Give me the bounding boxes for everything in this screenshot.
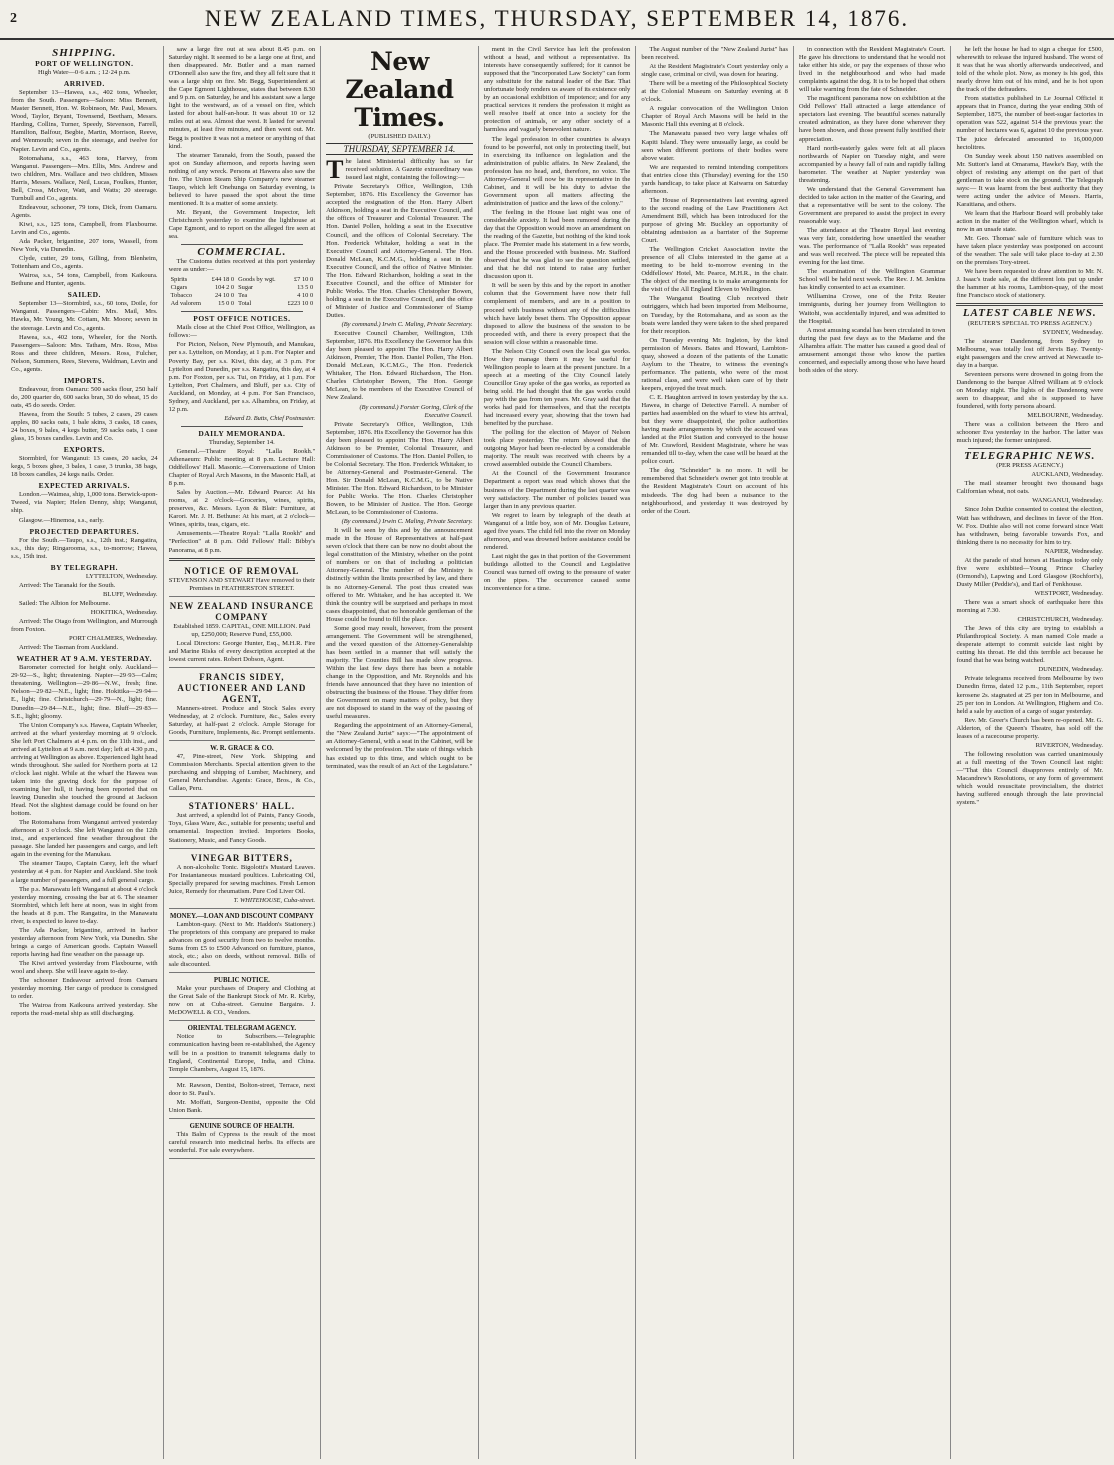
hokitika-text: Arrived: The Otago from Wellington, and Murrough from Foxton. xyxy=(11,618,158,634)
news-item: The examination of the Wellington Grammar School will be held next week. The Rev. J. M. Jenkins has kindly consented to act as examiner. xyxy=(798,268,946,292)
dateline: AUCKLAND, Wednesday. xyxy=(1031,471,1104,479)
post-text: For Picton, Nelson, New Plymouth, and Manukau, per s.s. Lyttelton, on Monday, at 1 p.m. For Napier and Poverty Bay, per s.s. Kiwi, this day, at 3 p.m. For Lyttelton and Dunedin, per s.s. Rangatira, this day, at 4 p.m. For Foxton, per s.s. Tui, on Friday, at 1 p.m. For Lyttelton, Port Chalmers, and Bluff, per s.s. City of Auckland, on Monday, at 4 p.m. For San Francisco, Sydney, and Auckland, per s.s. Alhambra, on Friday, at 12 p.m. xyxy=(168,341,316,413)
news-item: Hard north-easterly gales were felt at all places northwards of Napier on Tuesday night, and were accompanied by a heavy fall of rain and rapidly falling barometer. The weather at Napier yesterday was threatening. xyxy=(798,144,946,184)
advert-stationers: STATIONERS' HALL. Just arrived, a splendid lot of Paints, Fancy Goods, Toys, Glass Ware, &c., suitable for presents; useful and ornamental. Inspection invited. Importers Books, Stationery, Music, and Fancy Goods. xyxy=(169,799,316,848)
leader-intro: he latest Ministerial difficulty has so far received solution. A Gazette extraordinary was issued last night, containing the following:— xyxy=(345,158,473,182)
sailed-text: September 13—Stormbird, s.s., 60 tons, Doile, for Wanganui. Passengers—Cabin: Mrs. Mail, Mrs. Hawks, Mr. Young, Mr. Cottam, Mr. Moore; seven in the steerage. Levin and Co., agents. xyxy=(11,300,158,332)
gazette-signature: (By command.) Irwin C. Maling, Private Secretary. xyxy=(341,518,473,526)
leader-body: Regarding the appointment of an Attorney-General, the "New Zealand Jurist" says:—"The appointment of an Attorney-General, with a seat in the Cabinet, will be welcomed by the profession. The state of things which has existed up to this time, and which ought to be terminated, was the result of an Act of the Legislature." xyxy=(326,722,473,770)
cable-news-heading: LATEST CABLE NEWS. xyxy=(962,307,1097,320)
table-row: Tobacco 24 10 0 Tea 4 10 0 xyxy=(170,292,314,300)
telegraph-item: Private telegrams received from Melbourne by two Dunedin firms, dated 12 p.m., 11th September, report kerosene 2s. stagnated at 25 per ton in Melbourne, and 25 per ton in London. At Wellington, Highem and Co. held a sale by auction of a cargo of sugar yesterday. xyxy=(956,675,1104,715)
newspaper-columns xyxy=(6,46,1108,1459)
dateline: RIVERTON, Wednesday. xyxy=(1035,741,1104,749)
article-paragraph: It will be seen by this and by the report in another column that the Government have now their full complement of members, and are in a position to proceed with business without any of the difficulties which have lately beset them. The Opposition appear disposed to allow the business of the session to be proceeded with, and there is every prospect that the session will close within a reasonable time. xyxy=(483,282,631,346)
article-paragraph: The feeling in the House last night was one of considerable anxiety. It had been rumored during the day that the Opposition would move an amendment on the reading of the Gazette, but nothing of the kind took place. The Premier made his statement in a few words, and the House proceeded with business. Mr. Stafford observed that he was glad to see the question settled, and that he did not intend to raise any further discussion upon it. xyxy=(483,208,631,281)
arrived-title: ARRIVED. xyxy=(63,79,105,89)
table-row: Ad valorem 15 0 0 Total £223 10 0 xyxy=(170,300,314,308)
news-item: A most amusing scandal has been circulated in town during the past few days as to the Madame and the Alhambra affair. The matter has caused a good deal of amusement amongst those who know the parties concerned, and especially among those who have heard both sides of the story. xyxy=(798,326,946,374)
column-leader-continued xyxy=(479,46,637,1459)
published-daily: (PUBLISHED DAILY.) xyxy=(368,133,431,140)
fire-report: The steamer Taranaki, from the South, passed the spot on Sunday afternoon, and reports having seen nothing of any wreck. Persons at Hawera also saw the fire. The Union Steam Ship Company's new steamer Taupo, which left Onehunga on Saturday evening, is believed to have passed the spot about the time mentioned. It is a matter of some anxiety. xyxy=(168,151,316,207)
cable-item: There was a collision between the Hero and schooner Eva yesterday in the harbor. The latter was much injured; the former uninjured. xyxy=(956,421,1104,445)
dateline: MELBOURNE, Wednesday. xyxy=(1027,412,1104,420)
cable-subheading: (REUTER'S SPECIAL TO PRESS AGENCY.) xyxy=(967,319,1092,327)
column-shipping xyxy=(6,46,164,1459)
weather-title: WEATHER AT 9 A.M. YESTERDAY. xyxy=(16,654,153,664)
advert-grace: W. R. GRACE & CO. 47, Pine-street, New York. Shipping and Commission Merchants. Special attention given to the purchasing and shipping of Lumber, Machinery, and General Merchandise. Agents: Grace, Bros., & Co., Callao, Peru. xyxy=(169,743,316,797)
arrived-text: Rotomahana, s.s., 463 tons, Harvey, from Wanganui. Passengers—Mrs. Ellis, Mrs. Andrew and two children, Mrs. Wallace and two children, Misses Harris, Messrs. Wallace, Neil, Lucas, Foulkes, Hunter, Bell, Cross, McIvor, Watt, and Watts; 20 steerage. Turnbull and Co., agents. xyxy=(11,154,158,202)
masthead xyxy=(0,0,1114,40)
high-water: High Water—0·6 a.m. ; 12·24 p.m. xyxy=(38,69,131,77)
divider xyxy=(181,311,304,312)
fire-report: saw a large fire out at sea about 8.45 p.m. on Saturday night. It seemed to be a large one at first, and then disappeared. Mr. Butler and a man named O'Donnell also saw the fire, and they all felt sure that it was a large ship on fire. Mr. Begg, Superintendent at the Cape Egmont Lighthouse, states that between 8.30 and 9 p.m. on Saturday, he and his assistant saw a large light to the westward, as of a vessel on fire, which lasted for about half-an-hour. It was about 10 or 12 miles out at sea. Almost due west. It lasted for several minutes, at least five minutes, and then went out. Mr. Begg is positive it was not a meteor or anything of that kind. xyxy=(168,46,316,150)
gazette-notice: Private Secretary's Office, Wellington, 13th September, 1876. His Excellency the Governor has accepted the resignation of the Hon. Harry Albert Atkinson, holding a seat in the Executive Council, and the offices of Treasurer and Colonial Treasurer. The Hon. Daniel Pollen, holding a seat in the Executive Council, and the offices of Colonial Secretary. The Hon. Frederick Whitaker, holding a seat in the Executive Council and Attorney-General. The Hon. Donald McLean, K.C.M.G., holding a seat in the Executive Council, and the office of Native Minister. The Hon. Edward Richardson, holding a seat in the Executive Council, and the office of Minister for Public Works. The Hon. Charles Christopher Bowen, holding a seat in the Executive Council, and the office of Minister of Justice and Commissioner of Stamp Duties. xyxy=(326,183,473,319)
news-item: There will be a meeting of the Philosophical Society at the Colonial Museum on Saturday evening at 8 o'clock. xyxy=(641,80,788,104)
telegraph-item: The mail steamer brought two thousand bags Californian wheat, not oats. xyxy=(956,480,1104,496)
shipping-news: The steamer Taupo, Captain Carey, left the wharf yesterday at 4 p.m. for Napier and Auckland. She took a large number of passengers, and a full general cargo. xyxy=(11,860,158,884)
telegraphic-news-heading: TELEGRAPHIC NEWS. xyxy=(964,450,1096,463)
news-item: The August number of the "New Zealand Jurist" has been received. xyxy=(641,46,788,62)
news-item: On Tuesday evening Mr. Ingleton, by the kind permission of Messrs. Bates and Howard, Lambton-quay, showed a dozen of the patients of the Lunatic Asylum to the Theatre, to witness the evening's performance. The patients, who were of the most rational class, and were well taken care of by their keepers, enjoyed the treat much. xyxy=(641,336,788,392)
intercolonial-text: Glasgow.—Hinemoa, s.s., early. xyxy=(19,516,104,524)
bluff-text: Sailed: The Albion for Melbourne. xyxy=(19,599,111,607)
imports-text: Endeavour, from Oamaru: 500 sacks flour, 250 half do, 200 quarter do, 600 sacks bran, 30 do wheat, 15 do oats, 45 do seeds. Order. xyxy=(11,385,158,409)
gazette-notice: Executive Council Chamber, Wellington, 13th September, 1876. His Excellency the Governor has this day been pleased to appoint The Hon. Harry Albert Atkinson, Premier, The Hon. Daniel Pollen, The Hon. Donald McLean, K.C.M.G., The Hon. Frederick Whitaker, The Hon. Edward Richardson, The Hon. Charles Christopher Bowen, The Hon. George McLean, to be members of the Executive Council of New Zealand. xyxy=(326,330,473,402)
news-item: he left the house he had to sign a cheque for £500, wherewith to release the injured husband. The worst of it was that he was shortly afterwards undeceived, and told of the whole plot. Now, as money is his god, this nearly drove him out of his mind, and he is hot upon the track of the defrauders. xyxy=(956,46,1104,94)
article-paragraph: The legal profession in other countries is always found to be powerful, not only in protecting itself, but in exercising its influence on legislation and the administration of public affairs. In New Zealand, the profession has no head, and, therefore, no voice. The Attorney-General will now be its representative in the Cabinet, and it will be his duty to advise the Government upon all matters affecting the administration of justice and the laws of the colony." xyxy=(483,135,631,207)
shipping-heading: SHIPPING. xyxy=(52,47,117,59)
gazette-notice: Private Secretary's Office, Wellington, 13th September, 1876. His Excellency the Governor has this day been pleased to appoint The Hon. Harry Albert Atkinson to be Premier, Colonial Treasurer, and Commissioner of Customs. The Hon. Daniel Pollen, to be Colonial Secretary. The Hon. Frederick Whitaker, to be Attorney-General and Postmaster-General. The Hon. Sir Donald McLean, K.C.M.G., to be Native Minister. The Hon. Edward Richardson, to be Minister for Public Works. The Hon. Charles Christopher Bowen, to be Minister of Justice. The Hon. George McLean, to be Commissioner of Customs. xyxy=(326,420,473,517)
memoranda-date: Thursday, September 14. xyxy=(208,438,275,446)
dateline: WANGANUI, Wednesday. xyxy=(1032,497,1104,505)
dateline: WESTPORT, Wednesday. xyxy=(1034,589,1104,597)
dateline: DUNEDIN, Wednesday. xyxy=(1038,666,1104,674)
page-number: 2 xyxy=(10,11,17,26)
news-item: From statistics published in Le Journal Officiel it appears that in France, during the year ending 30th of September, 1875, the number of beet-sugar factories in operation was 522, against 514 the previous year: the number of hectares was 6, against 10 the previous year. The juice defecated amounted to 16,000,000 hectolitres. xyxy=(956,95,1104,151)
divider xyxy=(968,448,1091,449)
divider xyxy=(956,303,1103,306)
bluff-place: BLUFF, Wednesday. xyxy=(102,590,158,598)
news-item: C. E. Haughton arrived in town yesterday by the s.s. Hawea, in charge of Detective Farrell. A number of parties had assembled on the wharf to view his arrival, but they were disappointed, the police authorities having made arrangements by which the accused was landed at the Pilot Station and conveyed to the house of Mr. Crawford, Resident Magistrate, where he was remanded till to-day, when the case will be heard at the police court. xyxy=(641,393,788,466)
divider xyxy=(181,426,304,427)
telegraph-text: Arrived: The Taranaki for the South. xyxy=(19,581,116,589)
arrived-text: September 13—Hawea, s.s., 402 tons, Wheeler, from the South. Passengers—Saloon: Miss Bennett, Master Bennett, Hon. W. Robinson, Mr. Paul, Messrs. Wood, Taylor, Bryant, Townsend, Beetham, Messrs. Harding, Collins, Turner, Speedy, Stevenson, Farrell, Hamilton, Balfour, Begbie, Martin, Morrison, Reeve, and Wenmouth; seven in the steerage, and twelve for Napier. Levin and Co., agents. xyxy=(11,89,158,153)
port-chalmers-text: Arrived: The Tasman from Auckland. xyxy=(19,644,119,652)
gazette-signature: (By command.) Irwin C. Maling, Private Secretary. xyxy=(341,321,473,329)
post-intro: Mails close at the Chief Post Office, Wellington, as follows:— xyxy=(168,324,316,340)
news-item: We have been requested to draw attention to Mr. N. J. Isaac's trade sale, at the different lots put up under the hammer at his rooms, Lambton-quay, of the most fine Francisco stock of stationery. xyxy=(956,268,1104,300)
telegraph-item: There was a smart shock of earthquake here this morning at 7.30. xyxy=(956,599,1104,615)
cable-item: The steamer Dandenong, from Sydney to Melbourne, was totally lost off Jervis Bay. Twenty-eight passengers and the crew arrived at Newcastle to-day in a barque. xyxy=(956,337,1104,369)
shipping-news: The schooner Endeavour arrived from Oamaru yesterday morning. Her cargo of produce is consigned to order. xyxy=(11,977,158,1001)
column-leader xyxy=(321,46,479,1459)
memoranda-sales: Sales by Auction.—Mr. Edward Pearce: At his rooms, at 2 o'clock—Groceries, wines, spirits, preserves, &c. Messrs. Lyon & Blair: Furniture, at Karori. Mr. J. H. Bethune: At his mart, at 2 o'clock—Wines, spirits, teas, cigars, etc. xyxy=(168,489,316,529)
arrived-text: Clyde, cutter, 29 tons, Gilling, from Blenheim, Tottenham and Co., agents. xyxy=(11,255,158,271)
dateline: NAPIER, Wednesday. xyxy=(1044,547,1104,555)
expected-text: London.—Waimea, ship, 1,000 tons. Berwick-upon-Tweed, via Napier; Helen Denny, ship; Wanganui, ship. xyxy=(11,491,158,515)
shipping-news: The Wairoa from Kaikoura arrived yesterday. She reports the road-metal ship as still discharging. xyxy=(11,1002,158,1018)
news-item: At the Resident Magistrate's Court yesterday only a single case, criminal or civil, was down for hearing. xyxy=(641,63,788,79)
projected-title: PROJECTED DEPARTURES. xyxy=(29,526,140,536)
advert-auctioneer: FRANCIS SIDEY, AUCTIONEER AND LAND AGENT, Manners-street. Produce and Stock Sales every Wednesday, at 2 o'clock. Furniture, &c., Sales every Saturday, at half-past 2 o'clock. Ample Storage for Goods, Furniture, Implements, &c. Prompt settlements. xyxy=(169,670,316,741)
arrived-text: Endeavour, schooner, 79 tons, Dick, from Oamaru. Agents. xyxy=(11,203,158,219)
advert-removal: NOTICE OF REMOVAL STEVENSON AND STEWART Have removed to their Premises in FEATHERSTON STREET. xyxy=(169,564,316,597)
shipping-news: The p.s. Manawatu left Wanganui at about 4 o'clock yesterday morning, crossing the bar at 6. The steamer Stormbird, which left here at noon, was in sight from the heads at 8 p.m. The Rangatira, in the Manawatu river, is expected to leave to-day. xyxy=(11,885,158,925)
news-item: We understand that the General Government has decided to take action in the matter of the Gearing, and that a representative will be sent to the colony. The Government are prepared to assist the project in every reasonable way. xyxy=(798,185,946,225)
paper-title: New Zealand Times. xyxy=(345,47,454,132)
article-paragraph: At the Council of the Government Insurance Department a report was read which shows that the business of the Department during the last quarter was very satisfactory. The number of policies issued was larger than in any previous quarter. xyxy=(483,470,631,510)
dateline: CHRISTCHURCH, Wednesday. xyxy=(1017,616,1104,624)
telegraphic-subheading: (PER PRESS AGENCY.) xyxy=(996,462,1064,470)
telegraph-place: LYTTELTON, Wednesday. xyxy=(85,572,158,580)
memoranda-title: DAILY MEMORANDA. xyxy=(198,428,286,438)
by-telegraph-title: BY TELEGRAPH. xyxy=(50,562,118,572)
article-paragraph: We regret to learn by telegraph of the death at Wanganui of a little boy, son of Mr. Douglas Leisure, aged five years. The child fell into the river on Monday afternoon, and was drowned before assistance could be rendered. xyxy=(483,511,631,551)
leader-body: It will be seen by this and by the announcement made in the House of Representatives at half-past seven o'clock that there can be now no doubt about the legal constitution of the Ministry, whether on the point of numbers or on that of including a politician Attorney-General. The number of the Ministry is distinctly within the limits prescribed by law, and there is no Attorney-General. The post thus created was offered to Mr. Whitaker, and he has accepted it. We think the country will be surprised and perhaps in most cases disappointed, that no honorable gentleman of the House could be found to fill the place. xyxy=(326,527,473,623)
news-item: The Manawatu passed two very large whales off Kapiti Island. They were unusually large, as could be seen when different portions of their bodies were above water. xyxy=(641,130,788,162)
drop-cap: T xyxy=(326,155,344,185)
telegraph-item: Since John Duthie consented to contest the election, Watt has withdrawn, and declines in favor of the Hon. W. Fox. Duthie also will not come forward since Watt has withdrawn, being favorable towards Fox, and thinking there is no necessity for him to try. xyxy=(956,506,1104,546)
imports-title: IMPORTS. xyxy=(63,375,105,385)
advert-vinegar: VINEGAR BITTERS, A non-alcoholic Tonic. Bigolotti's Mustard Leaves. For Instantaneous mustard poultices. Lubricating Oil, Specially prepared for sewing machines. Fresh Lemon Juice, Remedy for rheumatism. Pure Cod Liver Oil. T. WHITEHOUSE, Cuba-street. xyxy=(169,851,316,909)
leader-body: Some good may result, however, from the present arrangement. The Government will be strengthened, and the vexed question of the Attorney-Generalship has been settled in a manner that will satisfy the majority. The Counties Bill has made slow progress. Within the last few days there has been a notable change in the Opposition, and Mr. Reynolds and his friends have announced that they have no intention of obstructing the business of the House. They differ from the Government on many matters of policy, but they are not disposed to stand in the way of the passing of useful measures. xyxy=(326,624,473,721)
news-item: The magnificent panorama now on exhibition at the Odd Fellows' Hall attracted a large attendance of spectators last evening. The beautiful scenes naturally created admiration, as they have done wherever they have been shown, and those present fully testified their appreciation. xyxy=(798,95,946,143)
news-item: The House of Representatives last evening agreed to the second reading of the Law Practitioners Act Amendment Bill, which has been introduced for the purpose of giving Mr. Buckley an opportunity of obtaining admission as a barrister of the Supreme Court. xyxy=(641,196,788,245)
gazette-signature: (By command.) Forster Goring, Clerk of the Executive Council. xyxy=(359,403,473,419)
advert-health: GENUINE SOURCE OF HEALTH. This Balm of Cypress is the result of the most careful research into medicinal herbs. Its effects are wonderful. For sale everywhere. xyxy=(169,1121,316,1159)
arrived-text: Kiwi, s.s., 125 tons, Campbell, from Flaxbourne. Levin and Co., agents. xyxy=(11,220,158,236)
table-row: Cigars 104 2 0 Sugar 13 5 0 xyxy=(170,284,314,292)
shipping-news: The Kiwi arrived yesterday from Flaxbourne, with wool and sheep. She will leave again to-day. xyxy=(11,959,158,976)
advert-dentist: Mr. Rawson, Dentist, Bolton-street, Terrace, next door to St. Paul's. Mr. Moffatt, Surgeon-Dentist, opposite the Old Union Bank. xyxy=(169,1080,316,1119)
advert-telegram: ORIENTAL TELEGRAM AGENCY. Notice to Subscribers.—Telegraphic communication having been re-established, the Agency will be in a position to transmit telegrams daily to England, Continental Europe, India, and China. Temple Chambers, August 15, 1876. xyxy=(169,1023,316,1077)
sailed-title: SAILED. xyxy=(67,290,101,300)
weather-text: Barometer corrected for height only. Auckland—29·92—S., light; threatening. Napier—29·93—Calm; threatening. Wellington—29·86—N.W., fresh; fine. Nelson—29·82—N.E., light; fine. Hokitika—29·94—E., light; fine. Christchurch—29·79—N., light; fine. Dunedin—29·84—N.E., light; fine. Bluff—29·83—S.E., light; gloomy. xyxy=(11,664,158,720)
news-item: Williamina Crowe, one of the Fritz Reuter immigrants, during her journey from Wellington to Waitohi, was accidentally injured, and was admitted to the Hospital. xyxy=(798,293,946,325)
arrived-text: Ada Packer, brigantine, 207 tons, Wassell, from New York, via Dunedin. xyxy=(11,238,158,254)
masthead-title: NEW ZEALAND TIMES, THURSDAY, SEPTEMBER 14, 1876. xyxy=(204,6,910,31)
memoranda-amusements: Amusements.—Theatre Royal: "Lalla Rookh" and "Perfection" at 8 p.m. Odd Fellows' Hall: Bibby's Panorama, at 8 p.m. xyxy=(168,530,316,554)
commercial-text: The Customs duties received at this port yesterday were as under:— xyxy=(168,258,316,274)
cable-item: Seventeen persons were drowned in going from the Dandenong to the barque Alfred William at 9 o'clock on Monday night. The lights of the Dandenong were seen to disappear, and she is supposed to have foundered, with forty persons aboard. xyxy=(956,370,1104,410)
imports-text: Hawea, from the South: 5 tubes, 2 cases, 29 cases apples, 80 sacks oats, 1 bale skins, 3 casks, 18 cases, 24 boxes, 9 bales, 4 kegs butter, 59 sacks oats, 1 case glass, 15 boxes candles. Levin and Co. xyxy=(11,410,158,443)
exports-title: EXPORTS. xyxy=(63,445,105,455)
divider xyxy=(169,558,316,561)
advert-public-notice: PUBLIC NOTICE. Make your purchases of Drapery and Clothing at the Great Sale of the Bankrupt Stock of Mr. R. Kirby, now on at Cuba-street. Genuine Bargains. J. McDOWELL & CO., Vendors. xyxy=(169,975,316,1021)
article-paragraph: The Nelson City Council own the local gas works. How they manage them it may be useful for Wellington people to learn at the present juncture. In a speech at a meeting of the City Council lately Councillor Gray spoke of the gas works, as reported as being sold. He had thought that the gas works could pay with the gas from ten years. Mr. Gray said that the works had paid for themselves, and that the receipts had increased every year, showing that the town had benefited by the purchase. xyxy=(483,347,631,428)
post-office-title: POST OFFICE NOTICES. xyxy=(193,314,291,324)
news-item: in connection with the Resident Magistrate's Court. He gave his directions to understand that he would not take either his side, or pay the expenses of those who lived in the neighbourhood and who had made complaints against the dog. It is to be hoped that others will take warning from the fate of Schneider. xyxy=(798,46,946,94)
advert-loan: MONEY.—LOAN AND DISCOUNT COMPANY Lambton-quay. (Next to Mr. Haddon's Stationery.) The proprietors of this company are prepared to make advances on good security from two to twelve months. Sums from £5 to £500 Advanced on furniture, pianos, stock, etc.; also on deeds, without removal. Bills of sale discounted. xyxy=(169,911,316,973)
port-title: PORT OF WELLINGTON. xyxy=(35,59,134,69)
shipping-news: The Ada Packer, brigantine, arrived in harbor yesterday afternoon from New York, via Dunedin. She brings a cargo of American goods. Captain Wassell reports having had fine weather on the passage up. xyxy=(11,926,158,958)
memoranda-general: General.—Theatre Royal: "Lalla Rookh." Athenaeum: Public meeting at 8 p.m. Lecture Hall: Oddfellows' Hall. Masonic.—Conversazione of Union Chapter of Royal Arch Masons, in the Masonic Hall, at 8 p.m. xyxy=(168,447,316,488)
dateline: SYDNEY, Wednesday. xyxy=(1042,328,1104,336)
column-local-news-continued xyxy=(794,46,952,1459)
advert-insurance: NEW ZEALAND INSURANCE COMPANY Established 1859. CAPITAL, ONE MILLION. Paid up, £250,000; Reserve Fund, £55,000. Local Directors: George Hunter, Esq., M.H.R. Fire and Marine Risks of every description accepted at the lowest current rates. Robert Dobson, Agent. xyxy=(169,599,316,668)
hokitika-place: HOKITIKA, Wednesday. xyxy=(90,609,158,616)
leader-date: THURSDAY, SEPTEMBER 14. xyxy=(326,143,473,155)
news-item: A regular convocation of the Wellington Union Chapter of Royal Arch Masons will be held in the Masonic Hall this evening at 8 o'clock. xyxy=(641,105,788,129)
news-item: The Wanganui Boating Club received their outriggers, which had been imported from Melbourne, on Tuesday, by the Rotomahana, and as soon as the boats were landed they were taken to the shed prepared for their reception. xyxy=(641,295,788,335)
sailed-text: Hawea, s.s., 402 tons, Wheeler, for the North. Passengers—Saloon: Mrs. Tatham, Mrs. Ross, Miss Ross and three children, Messrs. Ross, Fulcher, Nelson, Summers, Rees, Stevens, Waldman, Levin and Co., agents. xyxy=(11,333,158,373)
exports-text: Stormbird, for Wanganui: 13 cases, 20 sacks, 24 kegs, 5 boxes ghee, 3 bales, 1 case, 3 trunks, 38 bags, 18 boxes candles, 24 kegs nails. Order. xyxy=(11,455,158,479)
table-row: Spirits £44 18 0 Goods by wgt. £7 10 0 xyxy=(170,276,314,284)
shipping-news: The Union Company's s.s. Hawea, Captain Wheeler, arrived at the wharf yesterday morning at 9 o'clock. She left Port Chalmers at 4 p.m. on the 11th inst., and arrived at Lyttelton at 9 a.m. next day; left at 4.30 p.m., arriving at Wellington as above. Experienced light head winds throughout. She sailed for Northern ports at 12 o'clock last night. While at the wharf the Hawea was taken into the graving dock for the purpose of examining her hull, it having been reported that on leaving Dunedin she touched the ground at Jackson Head. Not the slightest damage could be found on her bottom. xyxy=(11,721,158,818)
article-paragraph: The polling for the election of Mayor of Nelson took place yesterday. The return showed that the outgoing Mayor had been re-elected by a considerable majority. The result was received with cheers by a crowd assembled outside the Council Chambers. xyxy=(483,429,631,469)
telegraph-item: The following resolution was carried unanimously at a full meeting of the Town Council last night:—"That this Council disapproves entirely of Mr. Macandrew's Resolutions, or any form of government which would resuscitate provincialism, the district having suffered enough through the late provincial system." xyxy=(956,750,1104,807)
article-paragraph: ment in the Civil Service has left the profession without a head, and without a representative. Its interests have consequently suffered; for it cannot be supposed that the "incorporated Law Society" can form any substitute for the natural leader of the Bar. That unfortunate body renders us aware of its existence only by an occasional exhibition of impotence; and for any practical services it renders the profession it might as well resolve itself at once into a society for the protection of animals, or any other society of a harmless and vaguely benevolent nature. xyxy=(483,46,631,134)
column-cable-news xyxy=(951,46,1108,1459)
divider xyxy=(181,244,304,245)
commercial-heading: COMMERCIAL. xyxy=(197,246,287,259)
news-item: The dog "Schneider" is no more. It will be remembered that Schneider's owner got into trouble at the Resident Magistrate's Court on account of his misdeeds. The dog had been a nuisance to the neighbourhood, and yesterday it was destroyed by order of the Court. xyxy=(641,467,788,515)
telegraph-item: The Jews of this city are trying to establish a Philanthropical Society. A man named Cole made a desperate attempt to commit suicide last night by cutting his throat. He did this terrible act because he found that he was being watched. xyxy=(956,625,1104,665)
news-item: Mr. Geo. Thomas' sale of furniture which was to have taken place yesterday was postponed on account of the weather. The sale will take place to-day at 2.30 on the premises Tory-street. xyxy=(956,235,1104,267)
projected-text: For the South.—Taupo, s.s., 12th inst.; Rangatira, s.s., this day; Ringarooma, s.s., to-morrow; Hawea, s.s., 15th inst. xyxy=(11,536,158,560)
telegraph-item: At the parade of stud horses at Hastings today only five were exhibited—Young Prince Charley (Ormond's), Lapwing and Lord Glasgow (Rochfort's), Dusty Miller (Peddie's), and Earl of Fenkhouse. xyxy=(956,556,1104,588)
arrived-text: Wairoa, s.s., 54 tons, Campbell, from Kaikoura. Bethune and Hunter, agents. xyxy=(11,272,158,288)
news-item: On Sunday week about 150 natives assembled on Mr. Sutton's land at Omarama, Hawke's Bay, with the object of resisting any attempt on the part of that gentleman to take stock on the ground. The Telegraph says:— It was learnt from the best authority that they were acting under the advice of Messrs. Harris, Karaitiana, and others. xyxy=(956,152,1104,208)
column-commercial-adverts xyxy=(164,46,322,1459)
news-item: The Wellington Cricket Association invite the presence of all Clubs interested in the game at a meeting to be held to-morrow evening in the Oddfellows' Hotel, Mr. Pearce, M.H.R., in the chair. The object of the meeting is to make arrangements for the visit of the All England Eleven to Wellington. xyxy=(641,246,788,294)
customs-table xyxy=(169,276,316,308)
post-signature: Edward D. Butts, Chief Postmaster. xyxy=(224,414,316,422)
article-paragraph: Last night the gas in that portion of the Government buildings allotted to the Council and Legislative Council was turned off owing to the pressure of water on the pipes. The occurrence caused some inconvenience for a time. xyxy=(483,552,631,593)
telegraph-item: Rev. Mr. Greer's Church has been re-opened. Mr. G. Alderton, of the Queen's Theatre, has sold off the leases of a racecourse property. xyxy=(956,716,1104,740)
shipping-news: The Rotomahana from Wanganui arrived yesterday afternoon at 3 o'clock. She left Wanganui on the 12th inst., and experienced fine weather throughout the passage. She landed her passengers and cargo, and left again in the evening for the Manukau. xyxy=(11,819,158,859)
news-item: We are requested to remind intending competitors that entries close this (Thursday) evening for the 150 yards handicap, to take place at Kaiwarra on Saturday afternoon. xyxy=(641,163,788,195)
news-item: We learn that the Harbour Board will probably take action in the matter of the Wellington wharf, which is now in an unsafe state. xyxy=(956,209,1104,234)
fire-report: Mr. Bryant, the Government Inspector, left Christchurch yesterday to examine the lighthouse at Cape Egmont, and to report on the alleged fire seen at sea. xyxy=(168,208,316,241)
news-item: The attendance at the Theatre Royal last evening was very fair, considering how unsettled the weather was. The performance of "Lalla Rookh" was repeated and was well received. The piece will be repeated this evening for the last time. xyxy=(798,227,946,267)
expected-title: EXPECTED ARRIVALS. xyxy=(38,481,130,491)
column-local-news xyxy=(636,46,794,1459)
port-chalmers-place: PORT CHALMERS, Wednesday. xyxy=(69,635,158,643)
